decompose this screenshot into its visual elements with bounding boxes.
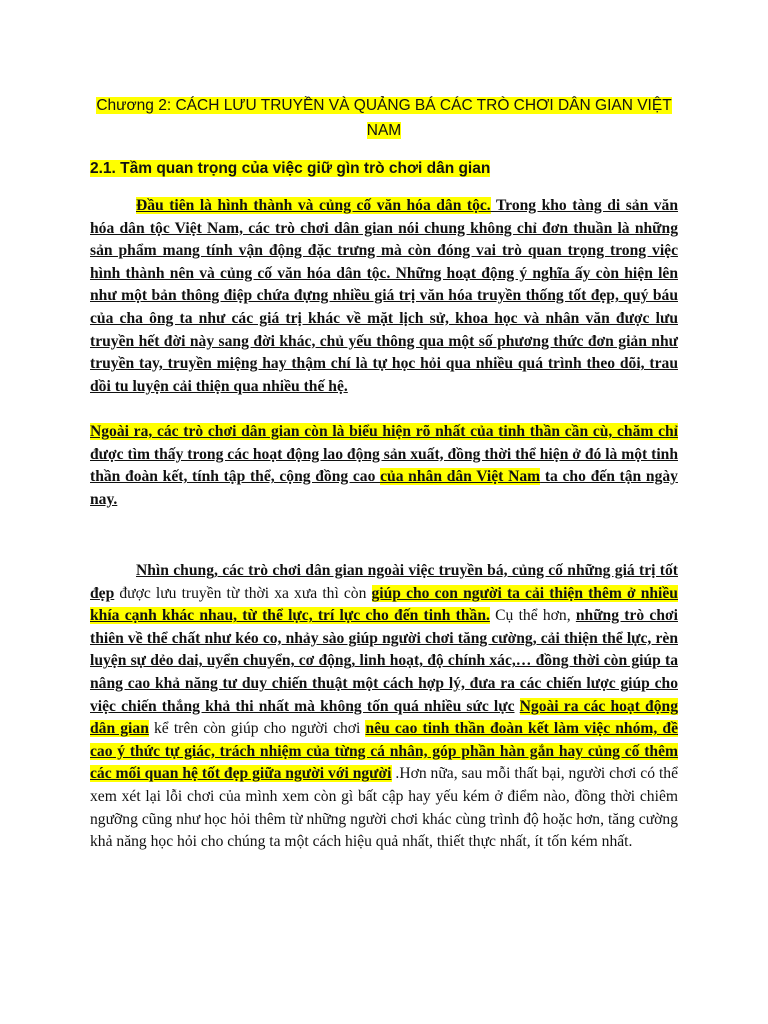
chapter-title (90, 93, 678, 143)
section-heading (90, 158, 490, 180)
p2-middle: được tìm thấy trong các hoạt động lao động sản xuất, đồng thời thể hiện ở đó là một tinh thần đoàn kết, tính tập thể, cộng đồng cao (90, 445, 678, 486)
p1-lead: Đầu tiên là hình thành và củng cố văn hóa dân tộc. (136, 197, 491, 214)
p3-segment-3: giúp cho con người ta cải thiện thêm ở nhiều khía cạnh khác nhau, từ thể lực, trí lực cho đến tinh thần. (90, 584, 678, 625)
p3-segment-5: những trò chơi thiên về thể chất như kéo co, nhảy sào giúp người chơi tăng cường, cải thiện thể lực, rèn luyện sự dẻo dai, uyển chuyển, cơ động, linh hoạt, độ chính xác,… đồng thời còn giúp ta nâng cao khả năng tư duy chiến thuật một cách hợp lý, đưa ra các chiến lược giúp cho việc chiến thắng khả thi nhất mà không tốn quá nhiều sức lực (90, 607, 678, 715)
p3-segment-2: được lưu truyền từ thời xa xưa thì còn (114, 584, 372, 602)
p1-body: Trong kho tàng di sản văn hóa dân tộc Việt Nam, các trò chơi dân gian nói chung không chỉ đơn thuần là những sản phẩm mang tính vận động đặc trưng mà còn đóng vai trò quan trọng trong việc hình thành nên và củng cố văn hóa dân tộc. Những hoạt động ý nghĩa ấy còn hiện lên như một bản thông điệp chứa đựng nhiều giá trị văn hóa truyền thống tốt đẹp, quý báu của cha ông ta như các giá trị khác về mặt lịch sử, khoa học và nhân văn được lưu truyền hết đời này sang đời khác, chủ yếu thông qua một số phương thức đơn giản như truyền tay, truyền miệng hay thậm chí là tự học hỏi qua nhiều quá trình theo dõi, trau dồi tu luyện cải thiện qua nhiều thế hệ. (90, 197, 679, 395)
p2-highlight-2: của nhân dân Việt Nam (380, 468, 541, 486)
p3-segment-10: .Hơn nữa, sau mỗi thất bại, người chơi có thể xem xét lại lỗi chơi của mình xem còn gì bất cập hay yếu kém ở điểm nào, đồng thời chiêm ngưỡng cũng như học hỏi thêm từ những người chơi khác cùng trình độ hoặc hơn, tăng cường khả năng học hỏi cho chúng ta một cách hiệu quả nhất, thiết thực nhất, ít tốn kém nhất. (90, 765, 678, 851)
p3-segment-9: nêu cao tinh thần đoàn kết làm việc nhóm, đề cao ý thức tự giác, trách nhiệm của từng cá nhân, góp phần hàn gắn hay củng cố thêm các mối quan hệ tốt đẹp giữa người với người (90, 720, 679, 783)
p3-segment-4: Cụ thể hơn, (489, 607, 576, 625)
p3-segment-6 (515, 698, 520, 715)
p3-segment-8: kể trên còn giúp cho người chơi (148, 720, 366, 738)
p2-end: ta cho đến tận ngày nay. (90, 468, 678, 508)
section-heading-text: 2.1. Tầm quan trọng của việc giữ gìn trò chơi dân gian (90, 160, 491, 177)
chapter-title-text: Chương 2: CÁCH LƯU TRUYỀN VÀ QUẢNG BÁ CÁC TRÒ CHƠI DÂN GIAN VIỆT NAM (96, 97, 672, 139)
p3-segment-1: Nhìn chung, các trò chơi dân gian ngoài việc truyền bá, củng cố những giá trị tốt đẹp (90, 562, 678, 602)
paragraph-3 (90, 560, 678, 854)
p3-segment-7: Ngoài ra các hoạt động dân gian (90, 697, 678, 738)
paragraph-2 (90, 421, 678, 511)
paragraph-1 (90, 195, 678, 398)
p2-highlight-1: Ngoài ra, các trò chơi dân gian còn là biểu hiện rõ nhất của tinh thần cần cù, chăm chỉ (90, 423, 678, 440)
